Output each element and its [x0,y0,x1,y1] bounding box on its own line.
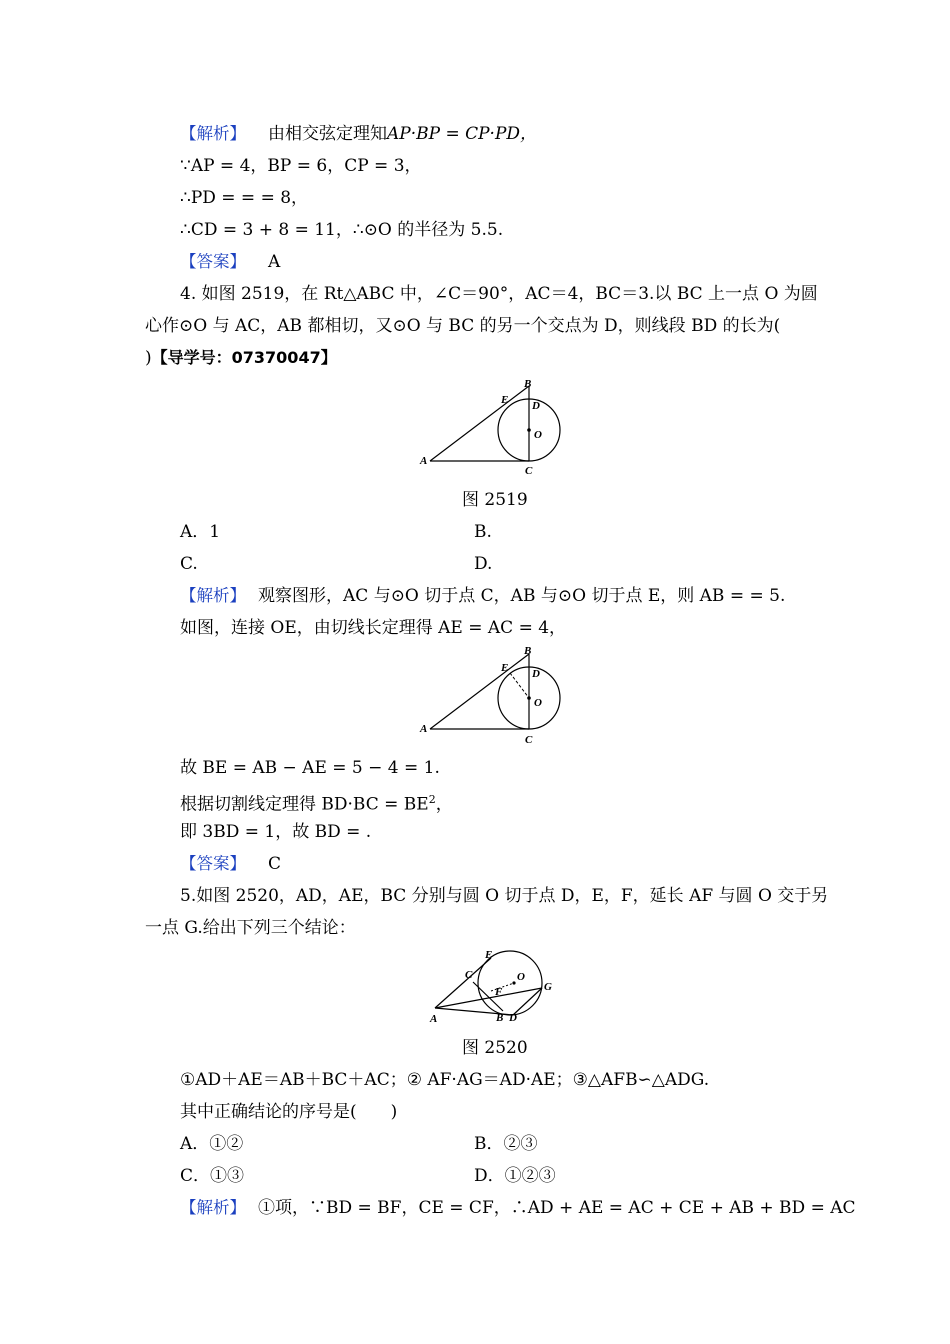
option-b: B．②③ [474,1134,538,1154]
answer-value: A [268,252,281,272]
label-a: A [420,455,428,467]
question-4-line-1: 4. 如图 2519，在 Rt△ABC 中，∠C＝90°，AC＝4，BC＝3.以 BC 上一点 O 为圆 [180,284,818,304]
solution-3-line-1 [180,123,537,145]
question-5-line-1: 5.如图 2520，AD，AE，BC 分别与圆 O 切于点 D，E，F，延长 AF 与圆 O 交于另 [180,886,829,906]
solution-4-line-5: 即 3BD = 1，故 BD = . [180,822,372,842]
question-4-line-3 [145,347,337,369]
text: ①项，∵BD = BF，CE = CF，∴AD + AE = AC + CE + AB + BD = AC [258,1198,856,1218]
segment-ab [430,654,529,729]
solution-4-line-3: 故 BE = AB − AE = 5 − 4 = 1. [180,758,440,778]
solution-4-line-1 [180,585,785,607]
option-a: A．①② [180,1134,244,1154]
solution-3-line-2: ∵AP = 4，BP = 6，CP = 3， [180,156,422,176]
label-o: O [517,971,525,983]
label-b: B [496,1012,504,1024]
option-d: D. [474,554,493,574]
figure-2520 [425,944,565,1029]
label-b: B [524,645,532,657]
solution-5-line-1 [180,1197,856,1219]
text: 观察图形，AC 与⊙O 切于点 C，AB 与⊙O 切于点 E，则 AB = = 5. [258,586,786,606]
answer-tag: 【答案】 [180,252,246,271]
label-f: F [495,986,503,998]
solution-3-line-3: ∴PD = = = 8， [180,188,309,208]
solution-4-line-2: 如图，连接 OE，由切线长定理得 AE = AC = 4， [180,618,567,638]
solution-3-line-4: ∴CD = 3 + 8 = 11，∴⊙O 的半径为 5.5. [180,220,504,240]
guide-number: 【导学号：07370047】 [151,348,337,367]
text-end: ， [435,794,453,815]
label-o: O [534,697,542,709]
option-a: A．1 [180,522,221,542]
solution-4-line-4 [180,789,453,816]
segment-oe-dashed [510,673,529,698]
question-5-conclusions: ①AD＋AE＝AB＋BC＋AC；② AF·AG＝AD·AE；③△AFB∽△ADG. [180,1070,710,1090]
answer-3 [180,251,280,273]
label-a: A [420,723,428,735]
label-c: C [525,734,533,746]
analysis-tag: 【解析】 [180,124,246,143]
analysis-tag: 【解析】 [180,1198,246,1217]
label-c: C [465,969,473,981]
label-g: G [544,981,552,993]
label-b: B [524,378,532,390]
figure-2519-caption: 图 2519 [462,490,528,510]
label-d: D [532,400,540,412]
answer-value: C [268,854,282,874]
center-point [527,428,531,432]
label-e: E [501,662,509,674]
label-d: D [532,668,540,680]
superscript: 2 [428,793,436,806]
label-e: E [485,949,493,961]
figure-2520-caption: 图 2520 [462,1038,528,1058]
paren: ) [145,348,152,368]
answer-4 [180,853,281,875]
label-d: D [509,1012,517,1024]
figure-2519 [415,375,575,480]
option-c: C. [180,554,198,574]
option-d: D．①②③ [474,1166,556,1186]
label-a: A [430,1013,438,1025]
formula: AP·BP = CP·PD， [387,124,538,144]
question-5-prompt: 其中正确结论的序号是( ) [180,1102,398,1122]
option-b: B. [474,522,492,542]
label-o: O [534,429,542,441]
option-c: C．①③ [180,1166,245,1186]
label-c: C [525,465,533,477]
analysis-tag: 【解析】 [180,586,246,605]
segment-ab [430,386,529,461]
text: 由相交弦定理知 [268,124,387,144]
label-e: E [501,394,509,406]
segment-ag [435,988,542,1008]
question-4-line-2: 心作⊙O 与 AC，AB 都相切，又⊙O 与 BC 的另一个交点为 D，则线段 BD 的长为( [145,316,781,336]
center-point [527,696,531,700]
answer-tag: 【答案】 [180,854,246,873]
center-point [512,981,515,984]
question-5-line-2: 一点 G.给出下列三个结论： [145,918,356,938]
text: 根据切割线定理得 BD·BC = BE [180,794,429,815]
figure-2519-solution [415,642,575,747]
